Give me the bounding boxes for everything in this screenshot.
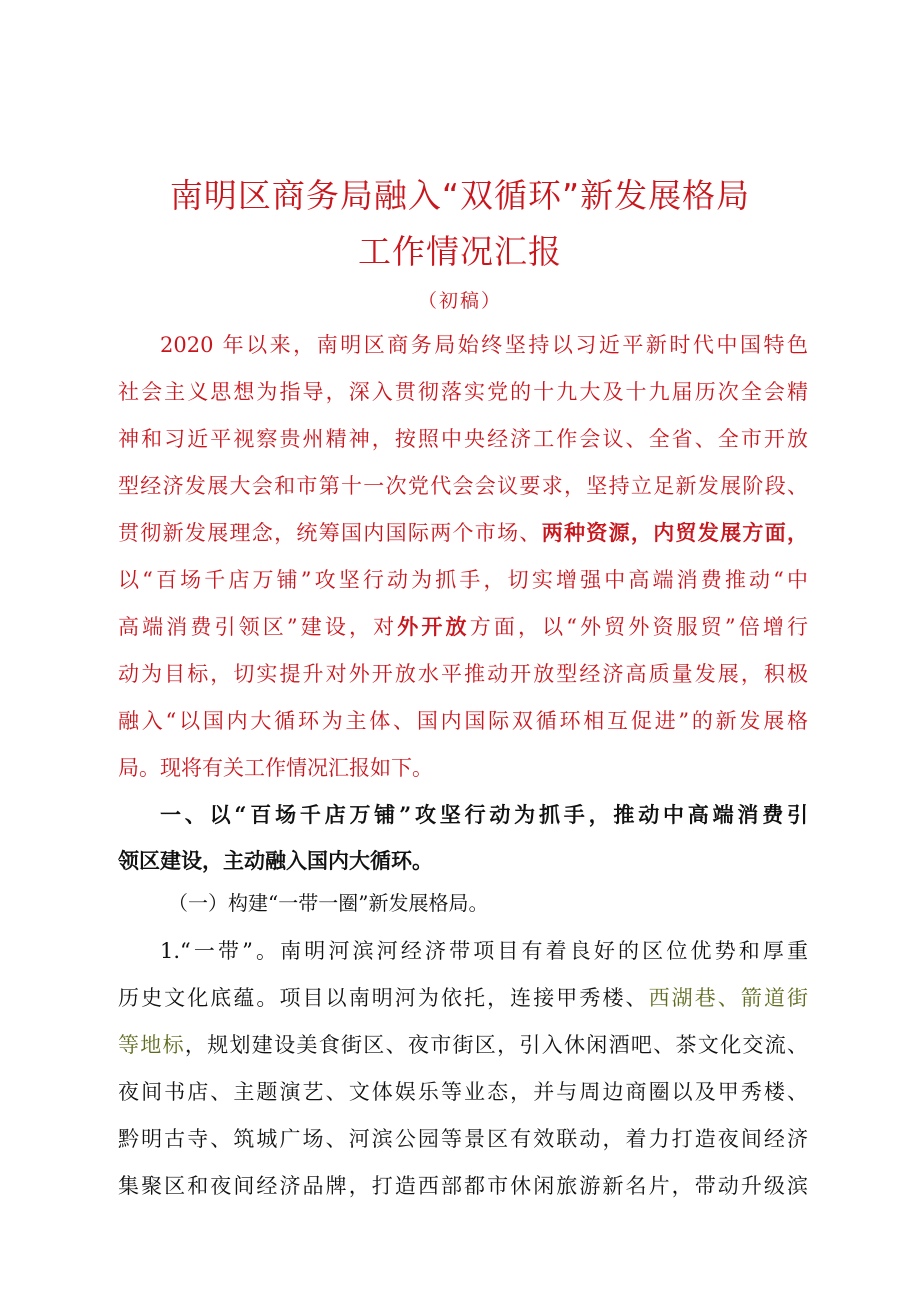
body-text: 历史文化底蕴。项目以南明河为依托，连接甲秀楼、 — [118, 986, 649, 1010]
body-line: 黔明古寺、筑城广场、河滨公园等景区有效联动，着力打造夜间经济 — [118, 1127, 808, 1151]
body-highlight: 西湖巷、箭道街 — [648, 986, 809, 1010]
intro-emphasis: 外开放 — [397, 614, 470, 639]
intro-line — [118, 612, 808, 642]
intro-line: 融入“以国内大循环为主体、国内国际双循环相互促进”的新发展格 — [118, 709, 808, 733]
body-line: 集聚区和夜间经济品牌，打造西部都市休闲旅游新名片，带动升级滨 — [118, 1174, 808, 1198]
body-text: ，规划建设美食街区、夜市街区，引入休闲酒吧、茶文化交流、 — [184, 1033, 809, 1057]
intro-text: 方面，以“外贸外资服贸”倍增行 — [469, 615, 808, 639]
intro-line: 以“百场千店万铺”攻坚行动为抓手，切实增强中高端消费推动“中 — [118, 568, 808, 592]
intro-line: 神和习近平视察贵州精神，按照中央经济工作会议、全省、全市开放 — [118, 427, 808, 451]
section-heading-line: 领区建设，主动融入国内大循环。 — [118, 848, 433, 873]
subsection-heading: （一）构建“一带一圈”新发展格局。 — [168, 891, 489, 915]
intro-text: 贯彻新发展理念，统筹国内国际两个市场、 — [118, 521, 542, 545]
intro-text: 高端消费引领区”建设，对 — [118, 615, 398, 639]
document-title-line2: 工作情况汇报 — [358, 232, 562, 271]
intro-line: 局。现将有关工作情况汇报如下。 — [118, 756, 433, 780]
draft-note: （初稿） — [417, 290, 502, 312]
body-line — [118, 1030, 808, 1060]
body-line: 夜间书店、主题演艺、文体娱乐等业态，并与周边商圈以及甲秀楼、 — [118, 1080, 808, 1104]
intro-emphasis: 两种资源，内贸发展方面， — [541, 520, 809, 545]
section-heading-line: 一、以“百场千店万铺”攻坚行动为抓手，推动中高端消费引 — [160, 802, 808, 827]
intro-line: 2020 年以来，南明区商务局始终坚持以习近平新时代中国特色 — [160, 333, 808, 357]
intro-line — [118, 518, 808, 548]
document-title-line1: 南明区商务局融入“双循环”新发展格局 — [169, 176, 751, 215]
intro-line: 型经济发展大会和市第十一次党代会会议要求，坚持立足新发展阶段、 — [118, 474, 808, 498]
intro-line: 社会主义思想为指导，深入贯彻落实党的十九大及十九届历次全会精 — [118, 380, 808, 404]
body-highlight: 等地标 — [118, 1033, 185, 1057]
body-line — [118, 983, 808, 1013]
body-line: 1.“一带”。南明河滨河经济带项目有着良好的区位优势和厚重 — [160, 939, 808, 963]
intro-line: 动为目标，切实提升对外开放水平推动开放型经济高质量发展，积极 — [118, 662, 808, 686]
